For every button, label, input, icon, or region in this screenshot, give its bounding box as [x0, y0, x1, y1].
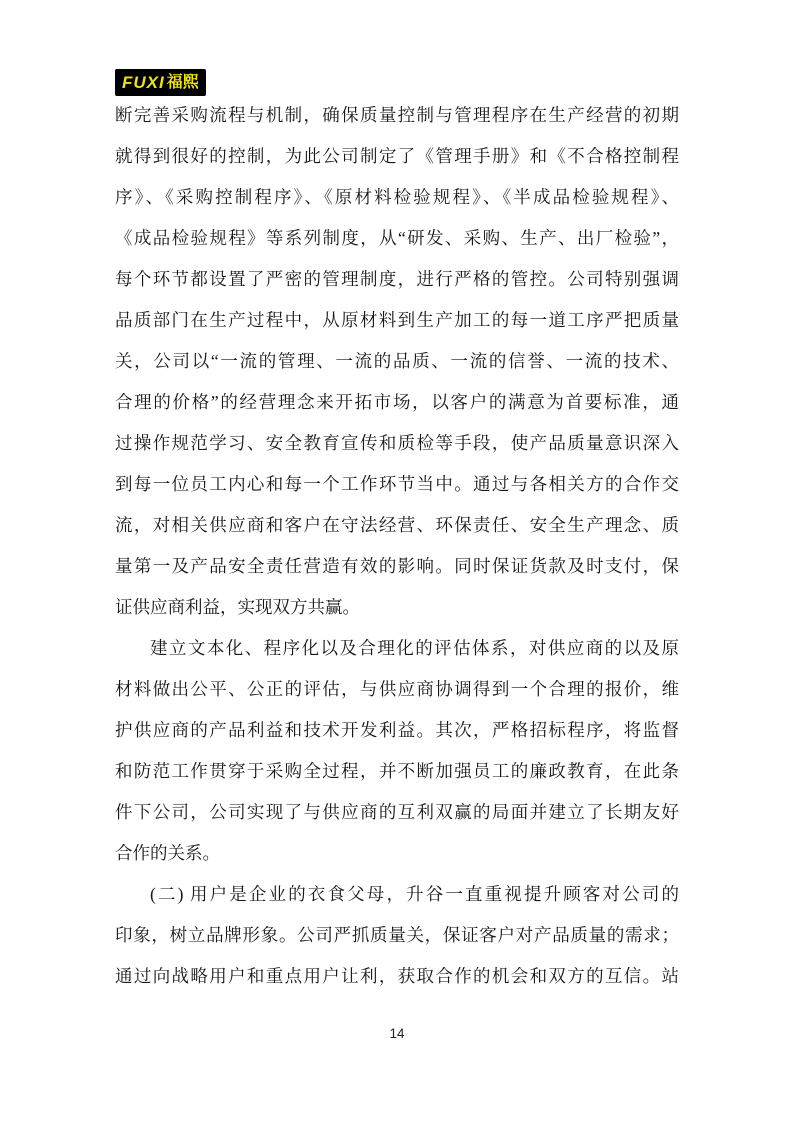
text-line: 印象，树立品牌形象。公司严抓质量关，保证客户对产品质量的需求； — [115, 925, 679, 945]
text-line: 量第一及产品安全责任营造有效的影响。同时保证货款及时支付，保 — [115, 556, 679, 576]
logo-cjk-text: 福熙 — [166, 73, 199, 91]
document-body — [115, 95, 679, 997]
text-line: 序》、《采购控制程序》、《原材料检验规程》、《半成品检验规程》、 — [115, 187, 679, 207]
text-line: 件下公司，公司实现了与供应商的互利双赢的局面并建立了长期友好 — [115, 802, 679, 822]
text-line: 护供应商的产品利益和技术开发利益。其次，严格招标程序，将监督 — [115, 720, 679, 740]
text-line: 流，对相关供应商和客户在守法经营、环保责任、安全生产理念、质 — [115, 515, 679, 535]
text-line: 每个环节都设置了严密的管理制度，进行严格的管控。公司特别强调 — [115, 269, 679, 289]
text-line: 过操作规范学习、安全教育宣传和质检等手段，使产品质量意识深入 — [115, 433, 679, 453]
text-line: (二) 用户是企业的衣食父母，升谷一直重视提升顾客对公司的 — [150, 884, 679, 904]
text-line: 材料做出公平、公正的评估，与供应商协调得到一个合理的报价，维 — [115, 679, 679, 699]
text-line: 品质部门在生产过程中，从原材料到生产加工的每一道工序严把质量 — [115, 310, 679, 330]
text-line: 断完善采购流程与机制，确保质量控制与管理程序在生产经营的初期 — [115, 105, 679, 125]
company-logo — [115, 69, 206, 96]
text-line: 建立文本化、程序化以及合理化的评估体系，对供应商的以及原 — [150, 638, 679, 658]
page-number: 14 — [389, 1026, 405, 1041]
text-line: 合理的价格”的经营理念来开拓市场，以客户的满意为首要标准，通 — [115, 392, 679, 412]
text-line: 证供应商利益，实现双方共赢。 — [115, 597, 360, 617]
text-line: 关，公司以“一流的管理、一流的品质、一流的信誉、一流的技术、 — [115, 351, 679, 371]
text-line: 通过向战略用户和重点用户让利，获取合作的机会和双方的互信。站 — [115, 966, 679, 986]
text-line: 就得到很好的控制，为此公司制定了《管理手册》和《不合格控制程 — [115, 146, 679, 166]
text-line: 到每一位员工内心和每一个工作环节当中。通过与各相关方的合作交 — [115, 474, 679, 494]
text-line: 《成品检验规程》等系列制度，从“研发、采购、生产、出厂检验”， — [115, 228, 679, 248]
logo-latin-text: FUXI — [122, 73, 165, 92]
text-line: 和防范工作贯穿于采购全过程，并不断加强员工的廉政教育，在此条 — [115, 761, 679, 781]
text-line: 合作的关系。 — [115, 843, 220, 863]
